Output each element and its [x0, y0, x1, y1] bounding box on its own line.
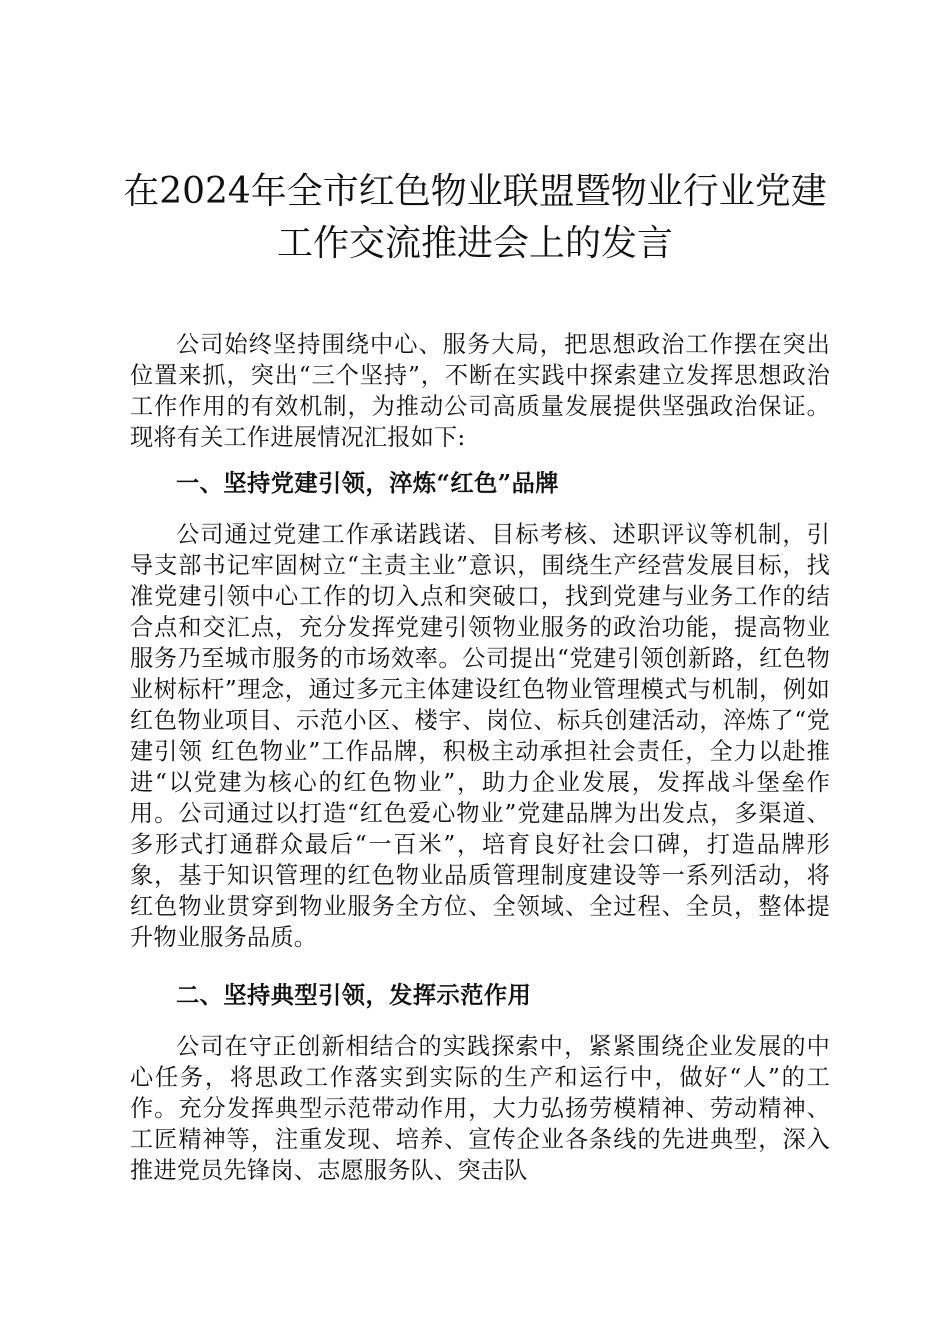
document-title-line-2: 工作交流推进会上的发言 — [276, 223, 673, 264]
section-2-heading: 二、坚持典型引领，发挥示范作用 — [176, 982, 532, 1009]
section-2-paragraph: 公司在守正创新相结合的实践探索中，紧紧围绕企业发展的中心任务，将思政工作落实到实际的生产和运行中，做好“人”的工作。充分发挥典型示范带动作用，大力弘扬劳模精神、劳动精神、工匠精神等，注重发现、培养、宣传企业各条线的先进典型，深入推进党员先锋岗、志愿服务队、突击队 — [130, 1033, 830, 1184]
section-1-heading: 一、坚持党建引领，淬炼“红色”品牌 — [176, 470, 559, 497]
intro-paragraph: 公司始终坚持围绕中心、服务大局，把思想政治工作摆在突出位置来抓，突出“三个坚持”，不断在实践中探索建立发挥思想政治工作作用的有效机制，为推动公司高质量发展提供坚强政治保证。现将有关工作进展情况汇报如下: — [130, 331, 830, 451]
section-1-paragraph: 公司通过党建工作承诺践诺、目标考核、述职评议等机制，引导支部书记牢固树立“主责主业”意识，围绕生产经营发展目标，找准党建引领中心工作的切入点和突破口，找到党建与业务工作的结合点和交汇点，充分发挥党建引领物业服务的政治功能，提高物业服务乃至城市服务的市场效率。公司提出“党建引领创新路，红色物业树标杆”理念，通过多元主体建设红色物业管理模式与机制，例如红色物业项目、示范小区、楼宇、岗位、标兵创建活动，淬炼了“党建引领 红色物业”工作品牌，积极主动承担社会责任，全力以赴推进“以党建为核心的红色物业”，助力企业发展，发挥战斗堡垒作用。公司通过以打造“红色爱心物业”党建品牌为出发点，多渠道、多形式打通群众最后“一百米”，培育良好社会口碑，打造品牌形象，基于知识管理的红色物业品质管理制度建设等一系列活动，将红色物业贯穿到物业服务全方位、全领域、全过程、全员，整体提升物业服务品质。 — [130, 521, 830, 951]
document-title-line-1: 在2024年全市红色物业联盟暨物业行业党建 — [123, 171, 827, 212]
